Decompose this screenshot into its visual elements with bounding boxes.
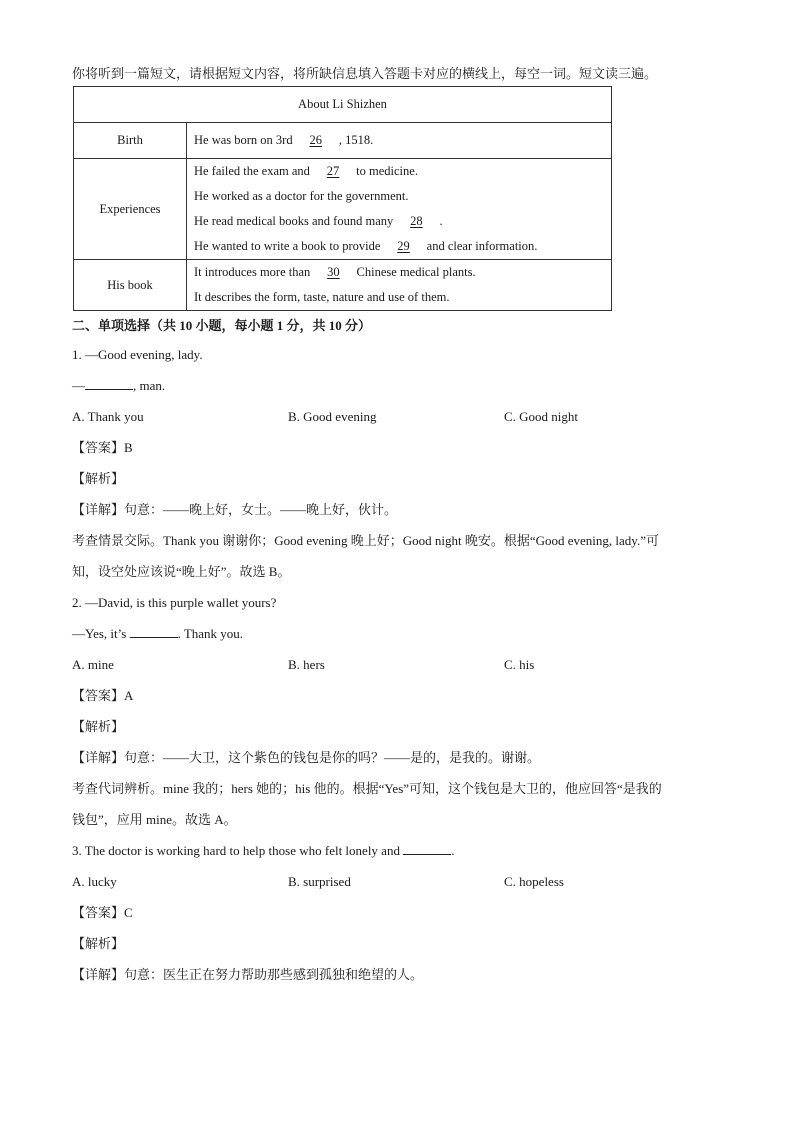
q3-option-b: B. surprised: [288, 874, 351, 889]
blank-29: 29: [397, 239, 410, 253]
q2-option-b: B. hers: [288, 657, 325, 672]
experience-line-4: He wanted to write a book to provide 29 and clear information.: [194, 234, 611, 259]
q3-option-c: C. hopeless: [504, 874, 564, 889]
experience-line-3: He read medical books and found many 28 .: [194, 209, 611, 234]
row-content-birth: [187, 123, 612, 159]
section-title: 二、单项选择（共 10 小题，每小题 1 分，共 10 分）: [72, 318, 372, 333]
q1-explanation-1: 考查情景交际。Thank you 谢谢你；Good evening 晚上好；Good night 晚安。根据“Good evening, lady.”可: [72, 533, 659, 548]
birth-text-post: , 1518.: [338, 133, 374, 147]
blank-30: 30: [327, 265, 340, 279]
document-page: [72, 64, 732, 996]
listening-instructions: 你将听到一篇短文，请根据短文内容，将所缺信息填入答题卡对应的横线上，每空一词。短文读三遍。: [72, 66, 658, 81]
q2-explanation-2: 钱包”，应用 mine。故选 A。: [72, 812, 237, 827]
info-table: [73, 86, 612, 311]
row-content-experiences: [187, 159, 612, 260]
q3-stem: 3. The doctor is working hard to help those who felt lonely and .: [72, 843, 455, 858]
q1-detail: 【详解】句意：——晚上好，女士。——晚上好，伙计。: [72, 502, 398, 517]
q2-option-c: C. his: [504, 657, 535, 672]
q1-reply: — , man.: [72, 378, 166, 393]
table-row-birth: [74, 123, 612, 159]
q2-explanation-1: 考查代词辨析。mine 我的；hers 她的；his 他的。根据“Yes”可知，这个钱包是大卫的，他应回答“是我的: [72, 781, 662, 796]
q1-blank: [85, 376, 133, 390]
blank-28: 28: [410, 214, 423, 228]
q1-stem: 1. —Good evening, lady.: [72, 347, 203, 362]
q2-stem: 2. —David, is this purple wallet yours?: [72, 595, 277, 610]
q3-answer: 【答案】C: [72, 905, 133, 920]
q2-option-a: A. mine: [72, 657, 114, 672]
q3-blank: [403, 841, 451, 855]
q2-options: [72, 655, 732, 686]
table-row-book: [74, 260, 612, 311]
book-line-1: It introduces more than 30 Chinese medical plants.: [194, 260, 611, 285]
q1-option-b: B. Good evening: [288, 409, 377, 424]
row-content-book: [187, 260, 612, 311]
row-label-book: His book: [74, 260, 187, 311]
blank-26: 26: [309, 133, 322, 147]
q1-answer: 【答案】B: [72, 440, 133, 455]
q1-options: [72, 407, 732, 438]
q2-detail: 【详解】句意：——大卫，这个紫色的钱包是你的吗？——是的，是我的。谢谢。: [72, 750, 541, 765]
row-label-birth: Birth: [74, 123, 187, 159]
q2-reply: —Yes, it’s . Thank you.: [72, 626, 244, 641]
table-row-experiences: [74, 159, 612, 260]
book-line-2: It describes the form, taste, nature and use of them.: [194, 290, 450, 304]
q3-analysis: 【解析】: [72, 936, 125, 951]
row-label-experiences: Experiences: [74, 159, 187, 260]
birth-text: He was born on 3rd: [194, 133, 293, 147]
q3-detail: 【详解】句意：医生正在努力帮助那些感到孤独和绝望的人。: [72, 967, 424, 982]
q2-answer: 【答案】A: [72, 688, 134, 703]
blank-27: 27: [326, 164, 340, 178]
q1-analysis: 【解析】: [72, 471, 125, 486]
q1-option-a: A. Thank you: [72, 409, 144, 424]
q1-option-c: C. Good night: [504, 409, 579, 424]
q1-explanation-2: 知，设空处应该说“晚上好”。故选 B。: [72, 564, 291, 579]
q2-analysis: 【解析】: [72, 719, 125, 734]
experience-line-2: He worked as a doctor for the government.: [194, 189, 409, 203]
experience-line-1: He failed the exam and 27 to medicine.: [194, 159, 611, 184]
q3-options: [72, 872, 732, 903]
table-title: About Li Shizhen: [74, 87, 612, 123]
q3-option-a: A. lucky: [72, 874, 117, 889]
q2-blank: [130, 624, 178, 638]
